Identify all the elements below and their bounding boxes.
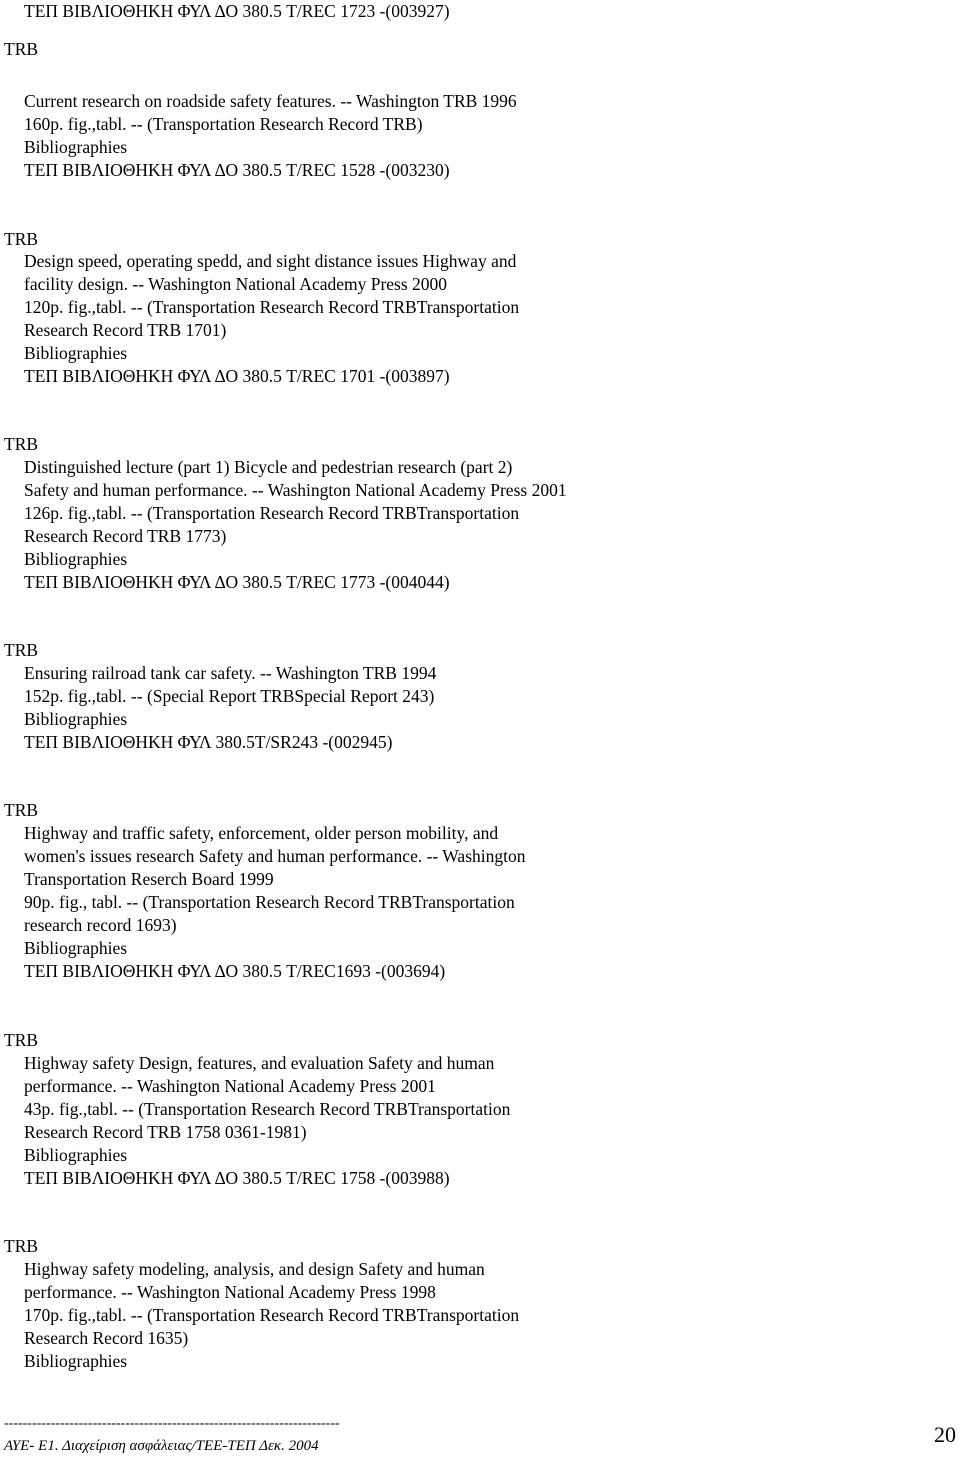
entry-line: ΤΕΠ ΒΙΒΛΙΟΘΗΚΗ ΦΥΛ ΔΟ 380.5 T/REC 1773 -(004044) — [24, 572, 450, 592]
entry-line: Design speed, operating spedd, and sight distance issues Highway and — [24, 251, 517, 271]
entry-line: Research Record TRB 1773) — [24, 526, 227, 546]
footer-text: ΑΥΕ- Ε1. Διαχείριση ασφάλειας/ΤΕΕ-ΤΕΠ Δεκ. 2004 — [4, 1438, 319, 1454]
catalog-line: ΤΕΠ ΒΙΒΛΙΟΘΗΚΗ ΦΥΛ ΔΟ 380.5 T/REC 1723 -(003927) — [24, 1, 450, 21]
entry-line: Highway safety Design, features, and evaluation Safety and human — [24, 1053, 495, 1073]
entry-line: 43p. fig.,tabl. -- (Transportation Research Record TRBTransportation — [24, 1099, 511, 1119]
entry-line: Bibliographies — [24, 549, 128, 569]
entry-line: Ensuring railroad tank car safety. -- Washington TRB 1994 — [24, 663, 437, 683]
entry-author: TRB — [4, 39, 39, 59]
entry-author: TRB — [4, 229, 39, 249]
entry-author: TRB — [4, 1030, 39, 1050]
entry-line: Research Record TRB 1758 0361-1981) — [24, 1122, 307, 1142]
entry-line: ΤΕΠ ΒΙΒΛΙΟΘΗΚΗ ΦΥΛ ΔΟ 380.5 T/REC1693 -(003694) — [24, 961, 446, 981]
entry-line: Safety and human performance. -- Washington National Academy Press 2001 — [24, 480, 567, 500]
entry-line: women's issues research Safety and human performance. -- Washington — [24, 846, 526, 866]
entry-line: ΤΕΠ ΒΙΒΛΙΟΘΗΚΗ ΦΥΛ 380.5T/SR243 -(002945) — [24, 732, 393, 752]
entry-line: Transportation Reserch Board 1999 — [24, 869, 274, 889]
page-number: 20 — [934, 1422, 956, 1447]
entry-author: TRB — [4, 1236, 39, 1256]
entry-line: Bibliographies — [24, 1351, 128, 1371]
entry-line: Bibliographies — [24, 343, 128, 363]
entry-line: 160p. fig.,tabl. -- (Transportation Research Record TRB) — [24, 114, 423, 134]
entry-author: TRB — [4, 800, 39, 820]
entry-line: Bibliographies — [24, 1145, 128, 1165]
entry-line: Bibliographies — [24, 709, 128, 729]
entry-line: research record 1693) — [24, 915, 177, 935]
entry-line: performance. -- Washington National Academy Press 1998 — [24, 1282, 436, 1302]
entry-line: Bibliographies — [24, 938, 128, 958]
entry-line: Research Record 1635) — [24, 1328, 189, 1348]
entry-line: facility design. -- Washington National Academy Press 2000 — [24, 274, 448, 294]
entry-line: performance. -- Washington National Academy Press 2001 — [24, 1076, 436, 1096]
entry-line: Highway safety modeling, analysis, and design Safety and human — [24, 1259, 485, 1279]
entry-line: 126p. fig.,tabl. -- (Transportation Research Record TRBTransportation — [24, 503, 520, 523]
entry-line: Bibliographies — [24, 137, 128, 157]
entry-line: 152p. fig.,tabl. -- (Special Report TRBSpecial Report 243) — [24, 686, 435, 706]
entry-line: Highway and traffic safety, enforcement, older person mobility, and — [24, 823, 499, 843]
entry-line: ΤΕΠ ΒΙΒΛΙΟΘΗΚΗ ΦΥΛ ΔΟ 380.5 T/REC 1701 -(003897) — [24, 366, 450, 386]
entry-line: ΤΕΠ ΒΙΒΛΙΟΘΗΚΗ ΦΥΛ ΔΟ 380.5 T/REC 1528 -(003230) — [24, 160, 450, 180]
entry-line: 90p. fig., tabl. -- (Transportation Research Record TRBTransportation — [24, 892, 515, 912]
entry-author: TRB — [4, 434, 39, 454]
entry-line: 120p. fig.,tabl. -- (Transportation Research Record TRBTransportation — [24, 297, 520, 317]
entry-line: 170p. fig.,tabl. -- (Transportation Research Record TRBTransportation — [24, 1305, 520, 1325]
entry-line: Research Record TRB 1701) — [24, 320, 227, 340]
footer-rule: ------------------------------------------------------------------------ — [4, 1416, 340, 1431]
entry-line: Distinguished lecture (part 1) Bicycle and pedestrian research (part 2) — [24, 457, 513, 477]
entry-line: Current research on roadside safety features. -- Washington TRB 1996 — [24, 91, 517, 111]
entry-line: ΤΕΠ ΒΙΒΛΙΟΘΗΚΗ ΦΥΛ ΔΟ 380.5 T/REC 1758 -(003988) — [24, 1168, 450, 1188]
entry-author: TRB — [4, 640, 39, 660]
